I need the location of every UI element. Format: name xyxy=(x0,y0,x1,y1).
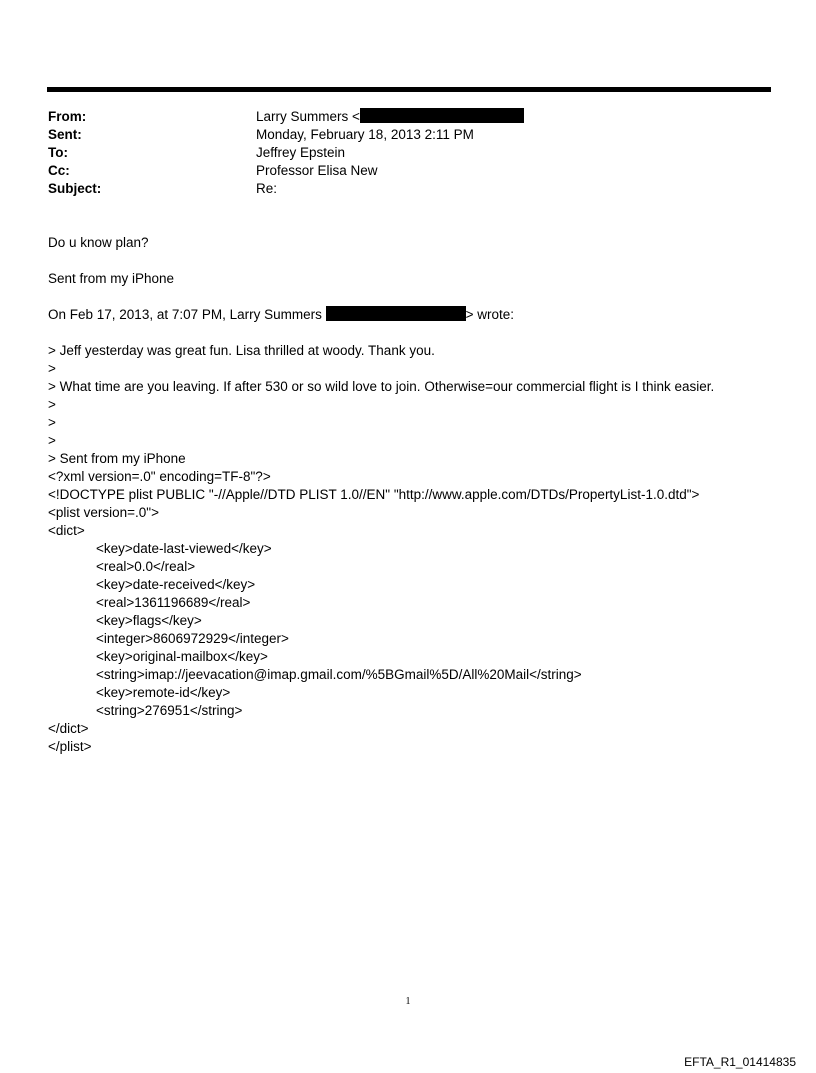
cc-label: Cc: xyxy=(48,163,70,178)
dict-line: <real>0.0</real> xyxy=(96,559,196,574)
from-row xyxy=(48,108,748,126)
quoted-line: > What time are you leaving. If after 530 or so wild love to join. Otherwise=our commercial flight is I think easier. xyxy=(48,379,715,394)
dict-line: <key>remote-id</key> xyxy=(96,685,231,700)
to-row xyxy=(48,144,748,162)
dict-line: <key>date-received</key> xyxy=(96,577,256,592)
redaction-box xyxy=(360,108,524,123)
document-id: EFTA_R1_01414835 xyxy=(684,1055,796,1069)
sent-label: Sent: xyxy=(48,127,82,142)
subject-row xyxy=(48,180,748,198)
sent-value: Monday, February 18, 2013 2:11 PM xyxy=(256,127,474,142)
dict-line: <string>276951</string> xyxy=(96,703,243,718)
xml-line: <plist version=.0"> xyxy=(48,505,159,520)
subject-label: Subject: xyxy=(48,181,102,196)
from-value xyxy=(256,108,524,126)
dict-line: <string>imap://jeevacation@imap.gmail.com/%5BGmail%5D/All%20Mail</string> xyxy=(96,667,582,682)
quoted-line: > xyxy=(48,397,56,412)
quoted-line: > Sent from my iPhone xyxy=(48,451,186,466)
dict-line: <real>1361196689</real> xyxy=(96,595,251,610)
dict-line: <key>date-last-viewed</key> xyxy=(96,541,272,556)
email-header xyxy=(48,108,748,198)
signature: Sent from my iPhone xyxy=(48,271,175,286)
xml-line: <!DOCTYPE plist PUBLIC "-//Apple//DTD PLIST 1.0//EN" "http://www.apple.com/DTDs/PropertyList-1.0.dtd"> xyxy=(48,487,700,502)
sent-row xyxy=(48,126,748,144)
cc-row xyxy=(48,162,748,180)
header-divider xyxy=(47,87,771,92)
xml-line: <?xml version=.0" encoding=TF-8"?> xyxy=(48,469,271,484)
page-number: 1 xyxy=(405,996,411,1007)
dict-line: <integer>8606972929</integer> xyxy=(96,631,289,646)
quoted-line: > xyxy=(48,415,56,430)
quoted-line: > xyxy=(48,433,56,448)
quoted-line: > Jeff yesterday was great fun. Lisa thrilled at woody. Thank you. xyxy=(48,343,435,358)
dict-line: <key>original-mailbox</key> xyxy=(96,649,268,664)
quoted-line: > xyxy=(48,361,56,376)
redaction-box xyxy=(326,306,466,321)
email-body xyxy=(48,234,788,756)
quote-intro-suffix: > wrote: xyxy=(465,307,515,322)
quote-intro xyxy=(48,306,788,324)
to-value: Jeffrey Epstein xyxy=(256,145,346,160)
closing-line: </dict> xyxy=(48,721,89,736)
quote-intro-prefix: On Feb 17, 2013, at 7:07 PM, Larry Summers xyxy=(48,307,326,322)
from-label: From: xyxy=(48,109,87,124)
from-sender: Larry Summers < xyxy=(256,109,360,124)
to-label: To: xyxy=(48,145,68,160)
subject-value: Re: xyxy=(256,181,278,196)
reply-text: Do u know plan? xyxy=(48,235,149,250)
dict-line: <key>flags</key> xyxy=(96,613,202,628)
xml-line: <dict> xyxy=(48,523,85,538)
cc-value: Professor Elisa New xyxy=(256,163,378,178)
closing-line: </plist> xyxy=(48,739,92,754)
